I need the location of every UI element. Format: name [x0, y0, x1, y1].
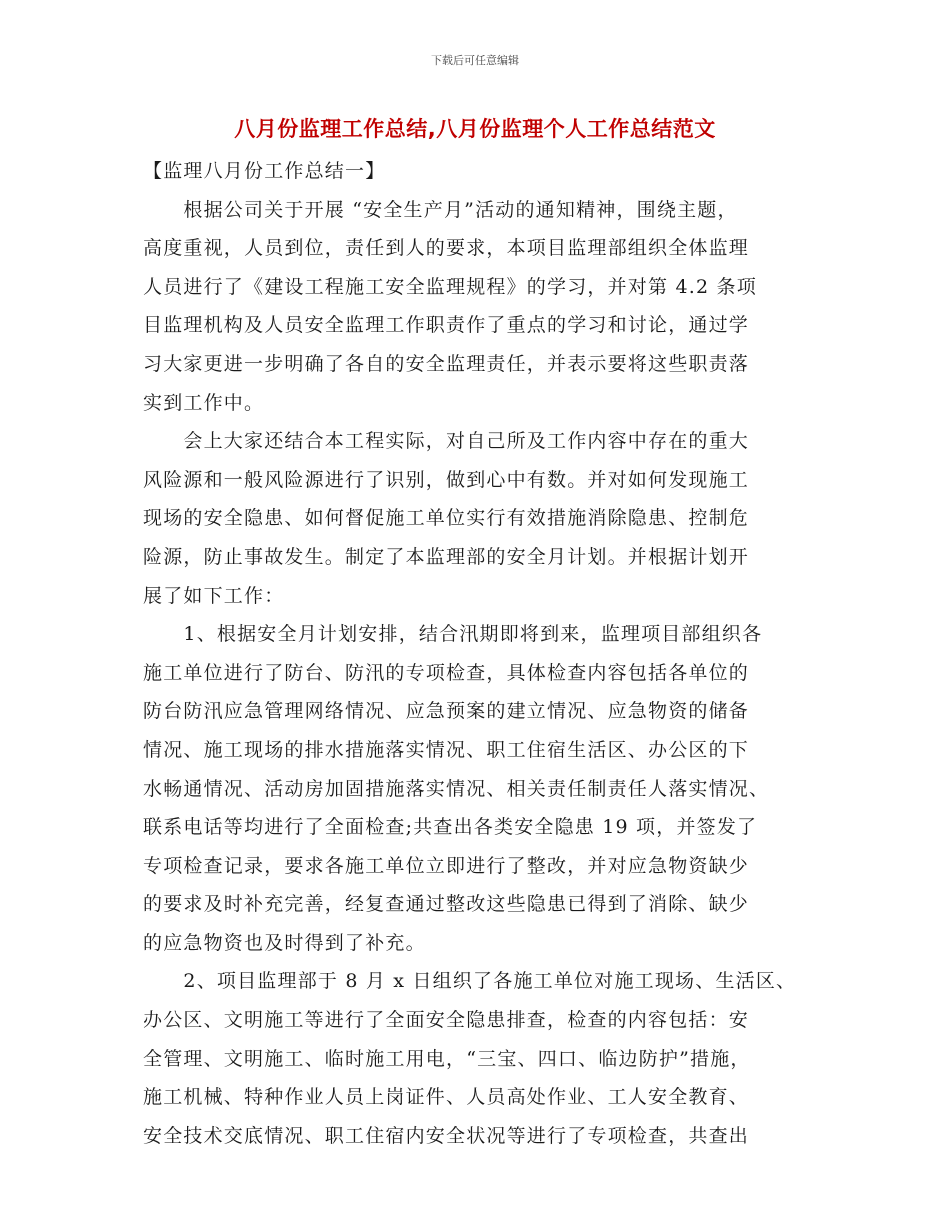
- text-line: 防台防汛应急管理网络情况、应急预案的建立情况、应急物资的储备: [143, 700, 750, 723]
- text-line: 1、根据安全月计划安排，结合汛期即将到来，监理项目部组织各: [143, 623, 763, 646]
- text-line: 风险源和一般风险源进行了识别，做到心中有数。并对如何发现施工: [143, 468, 750, 491]
- text-line: 施工单位进行了防台、防汛的专项检查，具体检查内容包括各单位的: [143, 661, 750, 684]
- text-line: 展了如下工作：: [143, 584, 285, 607]
- text-line: 施工机械、特种作业人员上岗证件、人员高处作业、工人安全教育、: [143, 1086, 750, 1109]
- text-line: 水畅通情况、活动房加固措施落实情况、相关责任制责任人落实情况、: [143, 777, 770, 800]
- text-line: 办公区、文明施工等进行了全面安全隐患排查，检查的内容包括：安: [143, 1009, 750, 1032]
- text-line: 人员进行了《建设工程施工安全监理规程》的学习，并对第 4.2 条项: [143, 275, 757, 298]
- header-note: 下载后可任意编辑: [431, 54, 519, 67]
- text-line: 2、项目监理部于 8 月 x 日组织了各施工单位对施工现场、生活区、: [143, 970, 797, 993]
- text-line: 的要求及时补充完善，经复查通过整改这些隐患已得到了消除、缺少: [143, 893, 750, 916]
- text-line: 安全技术交底情况、职工住宿内安全状况等进行了专项检查，共查出: [143, 1124, 750, 1147]
- text-line: 联系电话等均进行了全面检查;共查出各类安全隐患 19 项，并签发了: [143, 816, 758, 839]
- text-line: 高度重视，人员到位，责任到人的要求，本项目监理部组织全体监理: [143, 237, 750, 260]
- text-line: 目监理机构及人员安全监理工作职责作了重点的学习和讨论，通过学: [143, 314, 750, 337]
- text-line: 现场的安全隐患、如何督促施工单位实行有效措施消除隐患、控制危: [143, 507, 750, 530]
- text-line: 根据公司关于开展 “安全生产月”活动的通知精神，围绕主题，: [143, 198, 738, 221]
- text-line: 情况、施工现场的排水措施落实情况、职工住宿生活区、办公区的下: [143, 738, 750, 761]
- text-line: 险源，防止事故发生。制定了本监理部的安全月计划。并根据计划开: [143, 545, 750, 568]
- text-line: 实到工作中。: [143, 391, 265, 414]
- text-line: 习大家更进一步明确了各自的安全监理责任，并表示要将这些职责落: [143, 352, 750, 375]
- text-line: 会上大家还结合本工程实际，对自己所及工作内容中存在的重大: [143, 430, 750, 453]
- text-line: 全管理、文明施工、临时施工用电，“三宝、四口、临边防护”措施，: [143, 1047, 751, 1070]
- document-body: [143, 152, 813, 1155]
- document-title: 八月份监理工作总结,八月份监理个人工作总结范文: [234, 117, 716, 141]
- text-line: 的应急物资也及时得到了补充。: [143, 931, 426, 954]
- section-heading: 【监理八月份工作总结一】: [143, 160, 386, 182]
- text-line: 专项检查记录，要求各施工单位立即进行了整改，并对应急物资缺少: [143, 854, 750, 877]
